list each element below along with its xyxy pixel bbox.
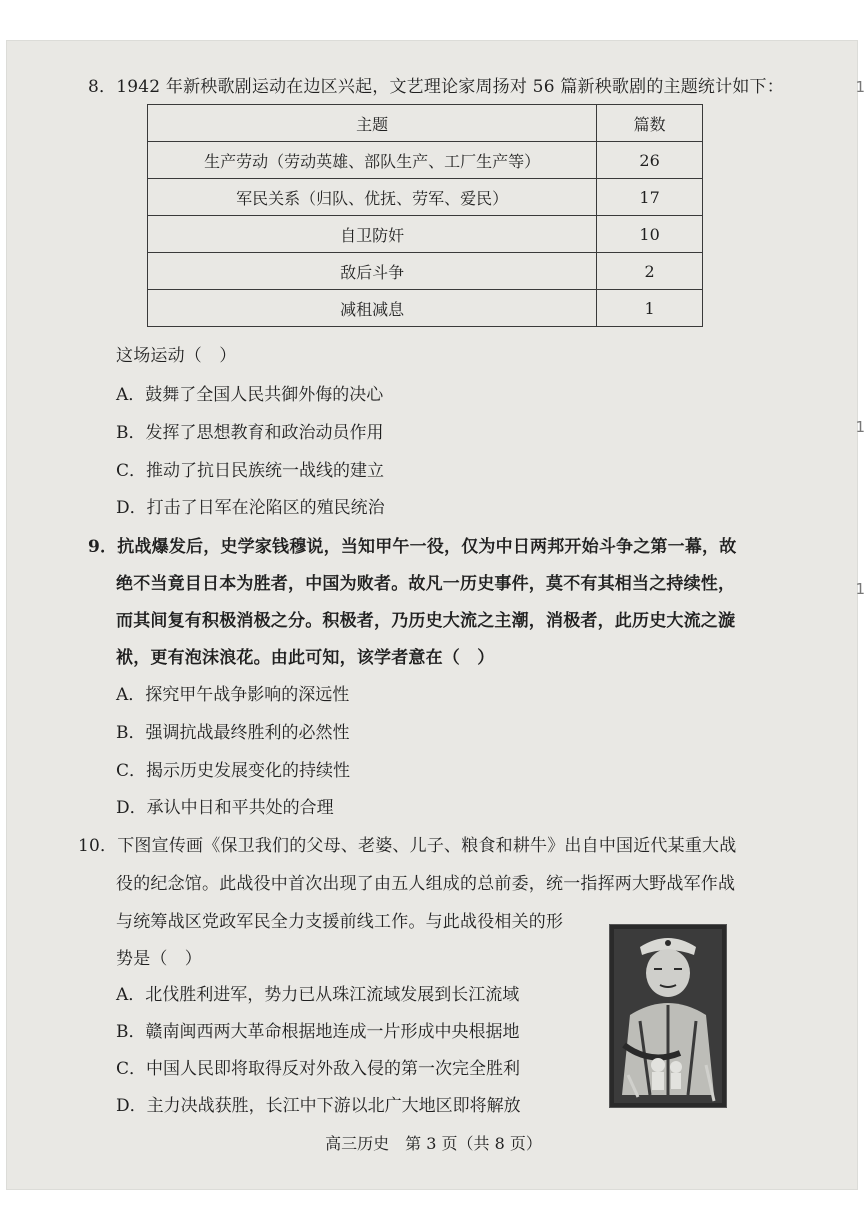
table-cell-count: 26 [597, 142, 703, 179]
table-cell-count: 10 [597, 216, 703, 253]
q8-option-c: C．推动了抗日民族统一战线的建立 [116, 461, 385, 481]
table-row [148, 216, 703, 253]
table-row [148, 253, 703, 290]
table-cell-theme: 军民关系（归队、优抚、劳军、爱民） [148, 179, 597, 216]
q8-option-b: B．发挥了思想教育和政治动员作用 [116, 423, 384, 443]
page-edge-mark: 1 [855, 580, 865, 598]
q10-stem-line: 役的纪念馆。此战役中首次出现了由五人组成的总前委，统一指挥两大野战军作战 [116, 874, 736, 894]
q9-option-c: C．揭示历史发展变化的持续性 [116, 761, 351, 781]
table-cell-count: 1 [597, 290, 703, 327]
table-row [148, 290, 703, 327]
page-edge-mark: 1 [855, 418, 865, 436]
table-row [148, 142, 703, 179]
q9-stem-line: 9．抗战爆发后，史学家钱穆说，当知甲午一役，仅为中日两邦开始斗争之第一幕，故 [88, 537, 737, 557]
q9-option-b: B．强调抗战最终胜利的必然性 [116, 723, 350, 743]
poster-illustration [610, 925, 726, 1107]
q10-option-c: C．中国人民即将取得反对外敌入侵的第一次完全胜利 [116, 1059, 521, 1079]
q10-stem-line: 与统筹战区党政军民全力支援前线工作。与此战役相关的形 [116, 912, 564, 932]
q9-stem-line: 绝不当竟目日本为胜者，中国为败者。故凡一历史事件，莫不有其相当之持续性， [116, 574, 736, 594]
table-cell-theme: 自卫防奸 [148, 216, 597, 253]
q10-stem-line: 势是（ ） [116, 949, 202, 969]
page-edge-mark: 1 [855, 78, 865, 96]
q9-option-a: A．探究甲午战争影响的深远性 [116, 685, 350, 705]
table-header-theme: 主题 [148, 105, 597, 142]
q9-stem-line: 而其间复有积极消极之分。积极者，乃历史大流之主潮，消极者，此历史大流之漩 [116, 611, 736, 631]
q8-option-a: A．鼓舞了全国人民共御外侮的决心 [116, 385, 384, 405]
q10-option-b: B．赣南闽西两大革命根据地连成一片形成中央根据地 [116, 1022, 520, 1042]
q9-stem-line: 袱，更有泡沫浪花。由此可知，该学者意在（ ） [116, 648, 495, 668]
table-cell-count: 2 [597, 253, 703, 290]
table-header-count: 篇数 [597, 105, 703, 142]
table-cell-count: 17 [597, 179, 703, 216]
q8-prompt: 这场运动（ ） [116, 346, 237, 366]
table-cell-theme: 生产劳动（劳动英雄、部队生产、工厂生产等） [148, 142, 597, 179]
table-header-row [148, 105, 703, 142]
q9-option-d: D．承认中日和平共处的合理 [116, 798, 334, 818]
table-row [148, 179, 703, 216]
page-footer: 高三历史 第 3 页（共 8 页） [325, 1134, 542, 1153]
table-cell-theme: 敌后斗争 [148, 253, 597, 290]
q10-option-d: D．主力决战获胜，长江中下游以北广大地区即将解放 [116, 1096, 521, 1116]
q10-stem-line: 10．下图宣传画《保卫我们的父母、老婆、儿子、粮食和耕牛》出自中国近代某重大战 [78, 836, 737, 856]
theme-table [147, 104, 703, 327]
q10-option-a: A．北伐胜利进军，势力已从珠江流域发展到长江流域 [116, 985, 520, 1005]
propaganda-poster-image [609, 924, 727, 1108]
q8-option-d: D．打击了日军在沦陷区的殖民统治 [116, 498, 385, 518]
q8-stem: 8．1942 年新秧歌剧运动在边区兴起，文艺理论家周扬对 56 篇新秧歌剧的主题统计如下： [88, 77, 784, 97]
table-cell-theme: 减租减息 [148, 290, 597, 327]
